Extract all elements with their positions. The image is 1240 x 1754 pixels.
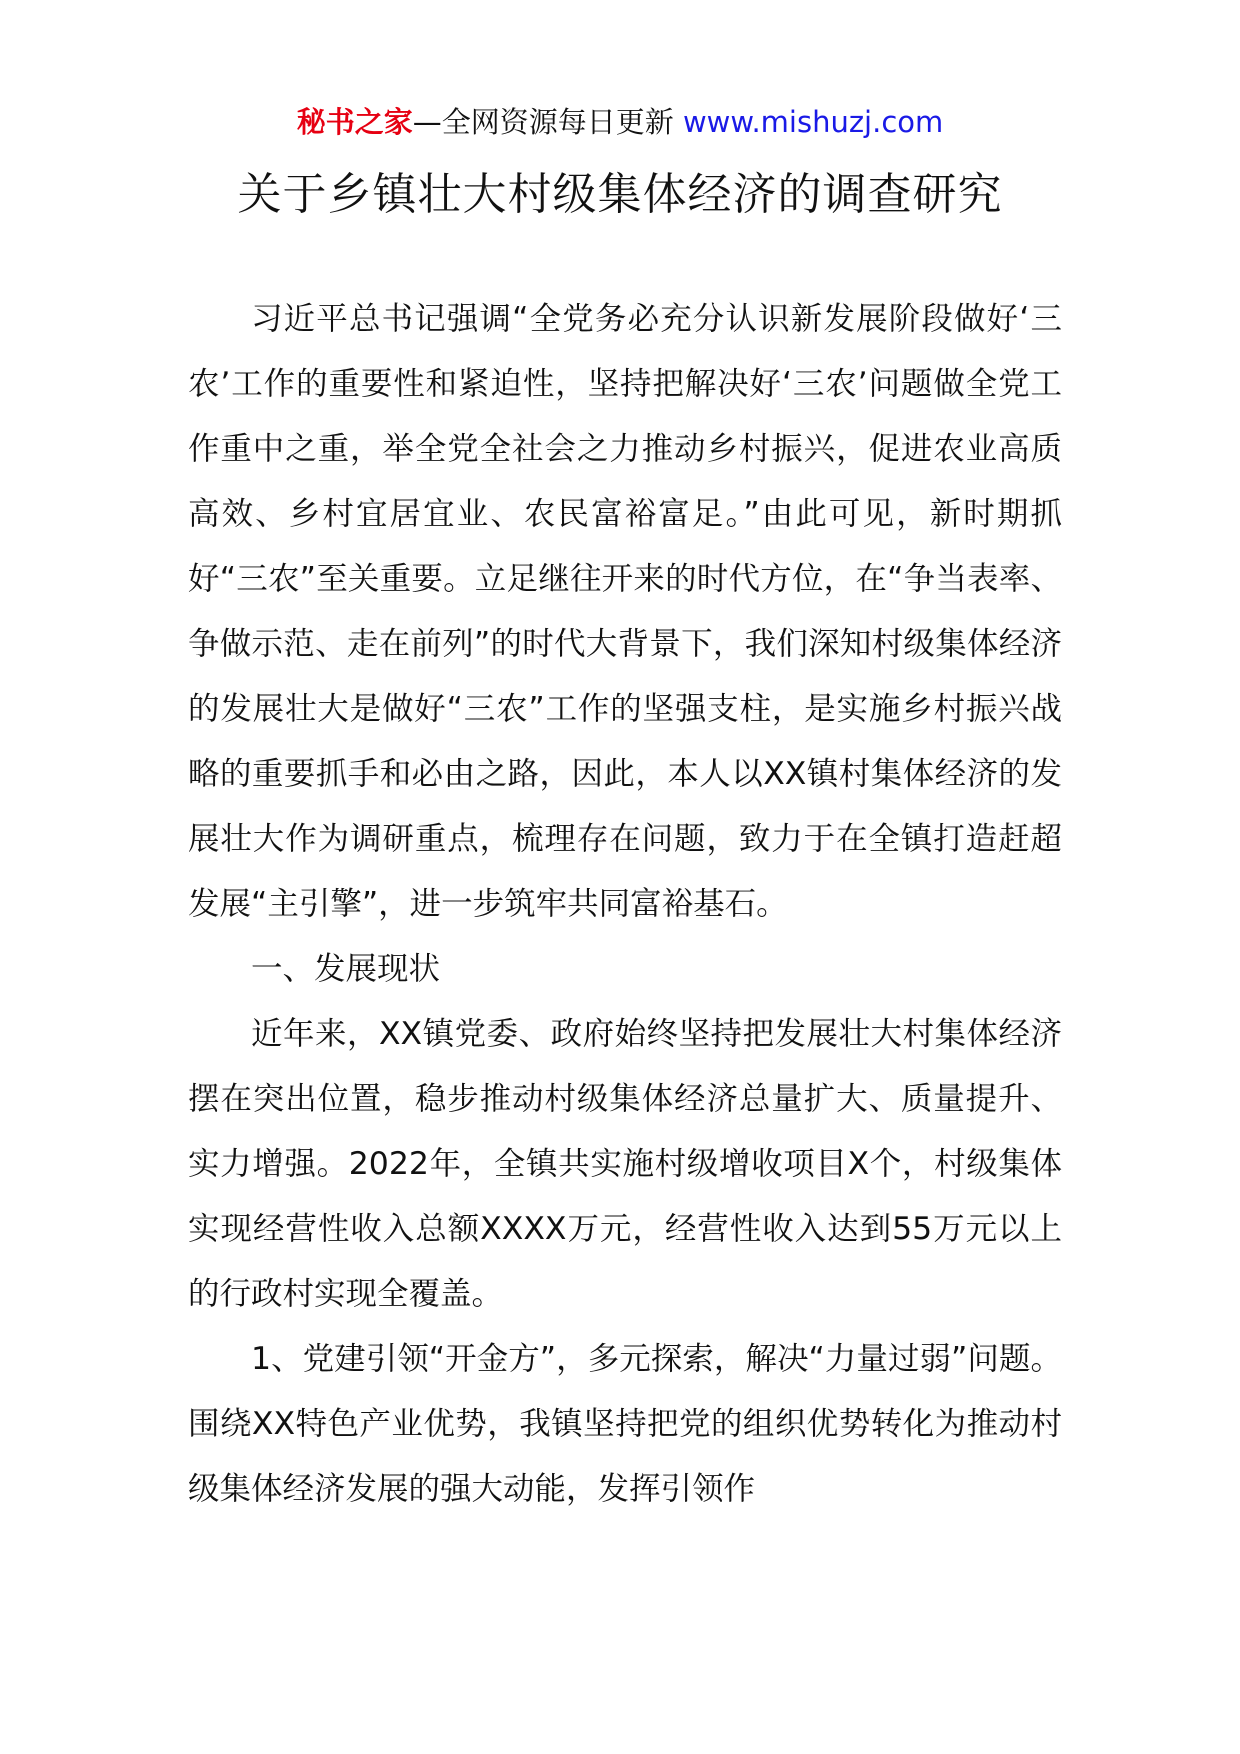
site-url[interactable]: www.mishuzj.com	[682, 105, 944, 139]
header-slogan: —全网资源每日更新	[412, 105, 674, 139]
document-body	[188, 287, 1062, 1522]
paragraph-intro: 习近平总书记强调“全党务必充分认识新发展阶段做好‘三农’工作的重要性和紧迫性，坚持把解决好‘三农’问题做全党工作重中之重，举全党全社会之力推动乡村振兴，促进农业高质高效、乡村宜居宜业、农民富裕富足。”由此可见，新时期抓好“三农”至关重要。立足继往开来的时代方位，在“争当表率、争做示范、走在前列”的时代大背景下，我们深知村级集体经济的发展壮大是做好“三农”工作的坚强支柱，是实施乡村振兴战略的重要抓手和必由之路，因此，本人以XX镇村集体经济的发展壮大作为调研重点，梳理存在问题，致力于在全镇打造赶超发展“主引擎”，进一步筑牢共同富裕基石。	[188, 301, 1062, 922]
paragraph-item-1: 1、党建引领“开金方”，多元探索，解决“力量过弱”问题。围绕XX特色产业优势，我镇坚持把党的组织优势转化为推动村级集体经济发展的强大动能，发挥引领作	[188, 1341, 1062, 1507]
paragraph-status: 近年来，XX镇党委、政府始终坚持把发展壮大村集体经济摆在突出位置，稳步推动村级集体经济总量扩大、质量提升、实力增强。2022年，全镇共实施村级增收项目X个，村级集体实现经营性收入总额XXXX万元，经营性收入达到55万元以上的行政村实现全覆盖。	[188, 1016, 1062, 1312]
site-header	[0, 100, 1240, 144]
section-heading: 一、发展现状	[251, 951, 441, 987]
brand-name: 秘书之家	[296, 105, 413, 139]
document-title: 关于乡镇壮大村级集体经济的调查研究	[237, 169, 1003, 220]
